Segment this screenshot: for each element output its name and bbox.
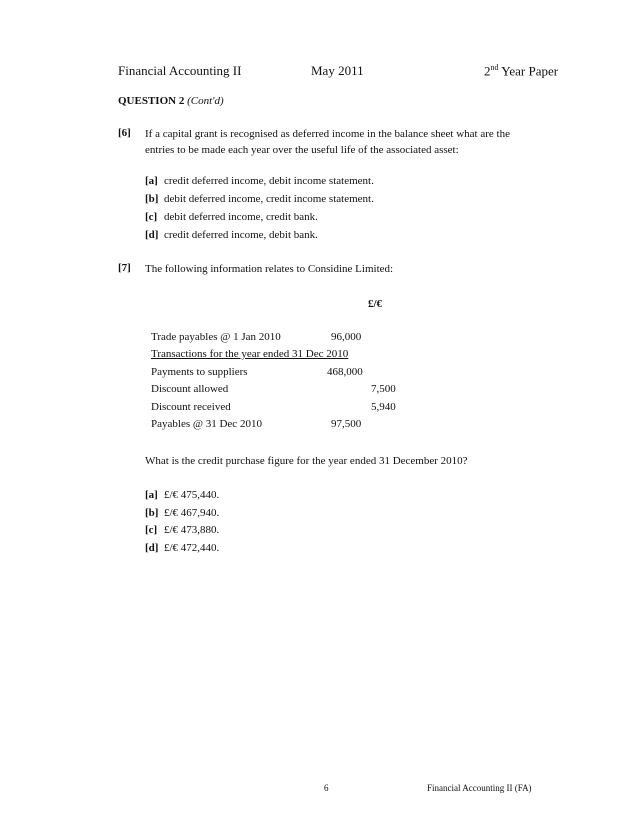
footer-page-number: 6 [324, 783, 329, 793]
option-label: [c] [145, 211, 158, 223]
q6-option-c [145, 211, 318, 223]
header-year [484, 63, 558, 79]
q7-option-a [145, 489, 219, 501]
option-text: debit deferred income, credit bank. [164, 211, 318, 223]
q6-number: [6] [118, 127, 131, 139]
q6-option-a [145, 175, 374, 187]
option-text: £/€ 473,880. [164, 524, 220, 536]
currency-header: £/€ [368, 298, 383, 310]
q7-option-b [145, 507, 219, 519]
row-col1: 468,000 [327, 366, 363, 378]
option-label: [b] [145, 193, 159, 205]
option-text: £/€ 472,440. [164, 542, 220, 554]
row-col2: 7,500 [371, 383, 396, 395]
row-label: Trade payables @ 1 Jan 2010 [151, 331, 281, 343]
row-col1: 96,000 [331, 331, 362, 343]
option-text: £/€ 467,940. [164, 507, 220, 519]
q7-intro: The following information relates to Considine Limited: [145, 263, 394, 275]
row-label: Discount received [151, 401, 231, 413]
header-year-sup: nd [490, 63, 499, 72]
option-text: £/€ 475,440. [164, 489, 220, 501]
q7-question: What is the credit purchase figure for the year ended 31 December 2010? [145, 455, 468, 467]
row-label: Discount allowed [151, 383, 229, 395]
option-text: debit deferred income, credit income statement. [164, 193, 374, 205]
q6-text: If a capital grant is recognised as deferred income in the balance sheet what are the entries to be made each year over the useful life of the associated asset: [145, 128, 510, 156]
question-heading-contd: (Cont'd) [187, 95, 224, 107]
option-label: [d] [145, 542, 159, 554]
row-col2: 5,940 [371, 401, 396, 413]
header-exam-date: May 2011 [311, 63, 364, 78]
q7-option-d [145, 542, 219, 554]
question-heading-label: QUESTION 2 [118, 95, 185, 107]
q6-option-b [145, 193, 374, 205]
header-year-text: Year Paper [498, 63, 559, 79]
q7-option-c [145, 524, 219, 536]
option-label: [d] [145, 229, 159, 241]
row-col1: 97,500 [331, 418, 362, 430]
option-label: [a] [145, 175, 158, 187]
option-label: [a] [145, 489, 158, 501]
option-text: credit deferred income, debit income statement. [164, 175, 374, 187]
q7-number: [7] [118, 262, 131, 274]
q6-option-d [145, 229, 318, 241]
option-label: [c] [145, 524, 158, 536]
option-label: [b] [145, 507, 159, 519]
row-label: Transactions for the year ended 31 Dec 2010 [151, 348, 349, 360]
row-label: Payments to suppliers [151, 366, 248, 378]
footer-course-title: Financial Accounting II (FA) [427, 783, 532, 793]
question-heading [118, 95, 224, 107]
row-label: Payables @ 31 Dec 2010 [151, 418, 262, 430]
header-course-title: Financial Accounting II [118, 63, 242, 78]
header-year-num: 2 [484, 63, 491, 79]
option-text: credit deferred income, debit bank. [164, 229, 318, 241]
